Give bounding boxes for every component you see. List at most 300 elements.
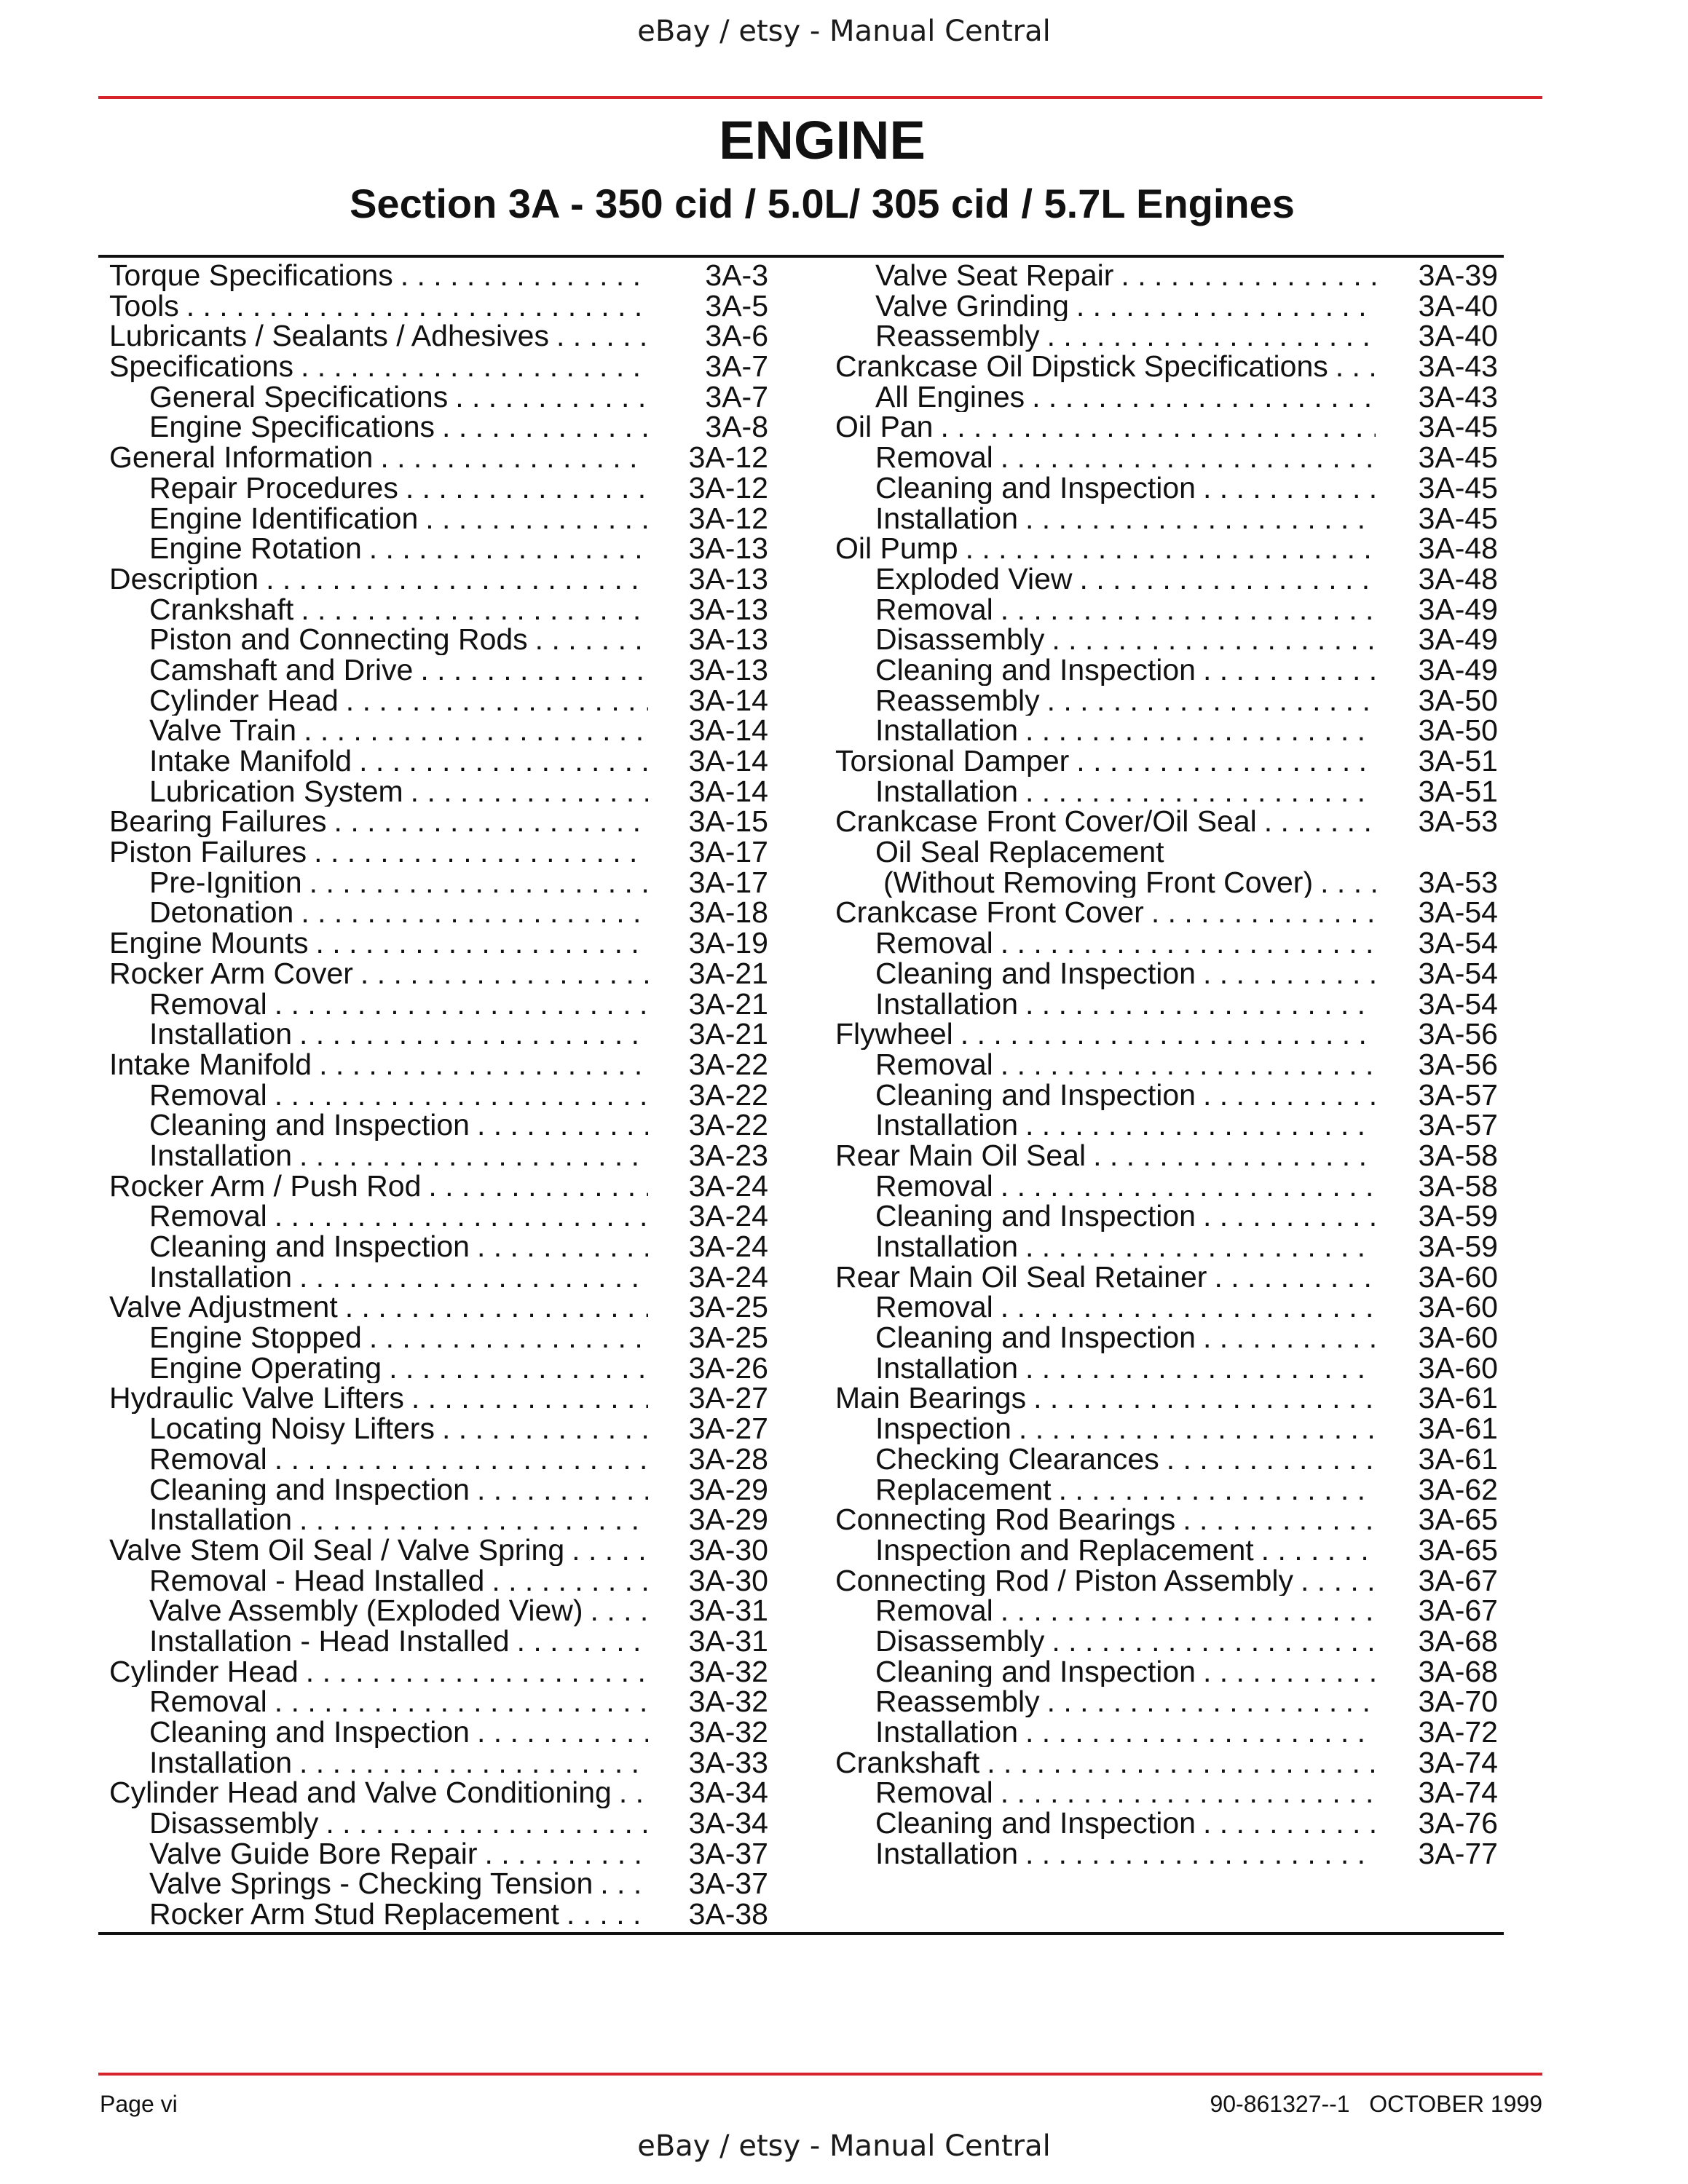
toc-entry [109, 1778, 768, 1808]
toc-entry [835, 1472, 1498, 1506]
toc-entry-page: 3A-74 [1418, 1745, 1498, 1779]
toc-entry [109, 746, 768, 777]
toc-entry-title: (Without Removing Front Cover) [883, 868, 1320, 898]
toc-entry [835, 592, 1498, 626]
toc-entry-title: Cleaning and Inspection [875, 1080, 1203, 1111]
toc-entry [109, 288, 768, 323]
toc-entry-page: 3A-31 [688, 1594, 768, 1628]
toc-entry [835, 1350, 1498, 1385]
toc-entry-title: Engine Mounts [109, 928, 316, 959]
toc-bottom-rule [98, 1932, 1504, 1935]
toc-entry-page: 3A-49 [1418, 652, 1498, 687]
toc-entry-page: 3A-24 [688, 1199, 768, 1233]
toc-entry-title: Installation [875, 1110, 1025, 1141]
toc-entry-page: 3A-48 [1418, 561, 1498, 596]
toc-entry-title: Crankcase Front Cover [835, 898, 1151, 928]
toc-entry [835, 804, 1498, 839]
toc-entry-page: 3A-12 [688, 440, 768, 475]
toc-entry-page: 3A-62 [1418, 1472, 1498, 1506]
toc-entry [109, 1110, 768, 1141]
toc-entry-page: 3A-5 [705, 288, 768, 323]
toc-entry-title: Removal - Head Installed [149, 1566, 492, 1597]
toc-entry-title: Specifications [109, 352, 301, 382]
toc-entry [835, 652, 1498, 687]
toc-entry-page: 3A-45 [1418, 410, 1498, 444]
toc-entry [835, 865, 1498, 899]
toc-entry-page: 3A-67 [1418, 1594, 1498, 1628]
toc-entry-title: Cleaning and Inspection [149, 1475, 477, 1506]
toc-entry-page: 3A-37 [688, 1867, 768, 1901]
toc-entry [109, 1232, 768, 1262]
toc-entry-page: 3A-34 [688, 1776, 768, 1810]
toc-entry [109, 501, 768, 535]
toc-entry-title: Removal [149, 1201, 275, 1232]
toc-entry-title: Installation [149, 1748, 299, 1779]
toc-entry-page: 3A-13 [688, 652, 768, 687]
toc-entry-page: 3A-56 [1418, 1017, 1498, 1051]
toc-entry-title: Installation [875, 1232, 1025, 1262]
toc-entry [835, 531, 1498, 566]
toc-entry-page: 3A-8 [705, 410, 768, 444]
toc-entry [835, 1019, 1498, 1050]
toc-entry-title: Valve Grinding [875, 291, 1076, 322]
toc-entry [835, 1232, 1498, 1262]
toc-entry-title: Removal [149, 1080, 275, 1111]
toc-entry-title: Valve Seat Repair [875, 261, 1121, 291]
toc-entry-title: Piston Failures [109, 837, 314, 868]
page-title: ENGINE [719, 110, 926, 170]
toc-entry [835, 412, 1498, 443]
toc-entry-title: Hydraulic Valve Lifters [109, 1383, 411, 1414]
toc-entry [109, 713, 768, 748]
toc-entry-page: 3A-7 [705, 349, 768, 384]
toc-entry-title: Removal [875, 443, 1001, 473]
toc-entry [109, 1383, 768, 1414]
page-number: Page vi [100, 2091, 178, 2117]
toc-entry-page: 3A-31 [688, 1623, 768, 1658]
toc-entry-title: Reassembly [875, 1687, 1047, 1717]
toc-entry-page: 3A-45 [1418, 440, 1498, 475]
toc-entry [835, 837, 1498, 868]
toc-entry-page: 3A-30 [688, 1563, 768, 1597]
toc-entry [835, 1717, 1498, 1748]
toc-entry-page: 3A-32 [688, 1654, 768, 1688]
toc-entry [109, 895, 768, 930]
toc-entry [835, 1292, 1498, 1323]
toc-entry-title: Valve Springs - Checking Tension [149, 1869, 600, 1899]
toc-entry-page: 3A-54 [1418, 895, 1498, 930]
toc-entry [835, 349, 1498, 384]
toc-entry-title: Lubricants / Sealants / Adhesives [109, 321, 556, 352]
toc-entry-page: 3A-37 [688, 1836, 768, 1870]
toc-entry-page: 3A-13 [688, 592, 768, 626]
toc-entry-page: 3A-74 [1418, 1776, 1498, 1810]
toc-entry-title: Installation [875, 1717, 1025, 1748]
toc-entry [835, 1808, 1498, 1839]
toc-entry-page: 3A-27 [688, 1381, 768, 1415]
toc-entry-page: 3A-72 [1418, 1715, 1498, 1749]
toc-entry-page: 3A-51 [1418, 774, 1498, 808]
toc-entry-page: 3A-24 [688, 1168, 768, 1203]
toc-entry [109, 321, 768, 352]
toc-entry [109, 1441, 768, 1476]
toc-entry-title: Removal [149, 1444, 275, 1475]
toc-entry [109, 531, 768, 566]
toc-entry-page: 3A-51 [1418, 744, 1498, 778]
toc-entry-title: Reassembly [875, 321, 1047, 352]
toc-entry [109, 1047, 768, 1081]
toc-entry [835, 1654, 1498, 1688]
toc-entry [109, 470, 768, 505]
toc-entry [109, 258, 768, 292]
toc-entry-title: Piston and Connecting Rods [149, 625, 535, 655]
toc-entry [835, 1077, 1498, 1112]
toc-entry [109, 1350, 768, 1385]
toc-entry-page: 3A-60 [1418, 1259, 1498, 1294]
toc-entry-page: 3A-6 [705, 319, 768, 353]
toc-entry-title: Installation [149, 1262, 299, 1293]
toc-entry-page: 3A-45 [1418, 470, 1498, 505]
toc-entry-title: Valve Adjustment [109, 1292, 345, 1323]
toc-entry-page: 3A-29 [688, 1503, 768, 1537]
toc-entry-page: 3A-39 [1418, 258, 1498, 292]
toc-entry [835, 774, 1498, 808]
toc-entry-title: Removal [875, 1292, 1001, 1323]
toc-entry-page: 3A-38 [688, 1897, 768, 1931]
toc-entry-title: Removal [149, 989, 275, 1020]
toc-entry [835, 1532, 1498, 1567]
toc-entry-title: Tools [109, 291, 186, 322]
toc-entry-page: 3A-40 [1418, 288, 1498, 323]
toc-entry-title: Cleaning and Inspection [875, 1201, 1203, 1232]
header-rule [98, 96, 1542, 99]
toc-entry-page: 3A-27 [688, 1412, 768, 1446]
toc-entry-page: 3A-32 [688, 1685, 768, 1719]
toc-entry-page: 3A-54 [1418, 986, 1498, 1021]
toc-entry-title: Torsional Damper [835, 746, 1076, 777]
toc-entry-title: Exploded View [875, 564, 1079, 595]
toc-entry [109, 1623, 768, 1658]
toc-entry-title: Cylinder Head [109, 1657, 306, 1688]
toc-entry-title: Main Bearings [835, 1383, 1033, 1414]
toc-entry-title: Installation [875, 989, 1025, 1020]
toc-entry-page: 3A-61 [1418, 1381, 1498, 1415]
toc-entry-title: Connecting Rod / Piston Assembly [835, 1566, 1301, 1597]
toc-entry-page: 3A-49 [1418, 592, 1498, 626]
toc-entry-page: 3A-34 [688, 1806, 768, 1840]
toc-entry-page: 3A-17 [688, 835, 768, 869]
toc-entry [835, 1383, 1498, 1414]
toc-entry [835, 470, 1498, 505]
toc-entry-title: Removal [149, 1687, 275, 1717]
toc-entry-page: 3A-50 [1418, 713, 1498, 748]
toc-entry-page: 3A-61 [1418, 1412, 1498, 1446]
toc-entry [835, 1168, 1498, 1203]
toc-entry-title: Engine Identification [149, 504, 425, 534]
toc-entry-title: Removal [875, 1050, 1001, 1080]
toc-entry-title: Cylinder Head and Valve Conditioning [109, 1778, 619, 1808]
toc-entry-page: 3A-60 [1418, 1321, 1498, 1355]
toc-entry-page: 3A-57 [1418, 1077, 1498, 1112]
toc-entry-title: Cleaning and Inspection [875, 655, 1203, 686]
toc-entry-title: Installation [875, 504, 1025, 534]
toc-entry-title: Installation [875, 1839, 1025, 1870]
toc-entry-title: Valve Train [149, 716, 304, 746]
toc-entry-title: Rear Main Oil Seal [835, 1141, 1093, 1171]
toc-entry-title: Disassembly [875, 1626, 1052, 1657]
toc-entry-title: Cleaning and Inspection [875, 473, 1203, 504]
toc-entry-page: 3A-50 [1418, 683, 1498, 717]
toc-entry-title: Crankcase Front Cover/Oil Seal [835, 807, 1264, 837]
toc-entry [109, 986, 768, 1021]
toc-entry [835, 928, 1498, 959]
toc-entry-title: Cylinder Head [149, 686, 346, 716]
toc-entry-page: 3A-18 [688, 895, 768, 930]
toc-entry-title: Description [109, 564, 266, 595]
toc-entry [109, 622, 768, 657]
toc-entry [835, 1259, 1498, 1294]
toc-entry-page: 3A-25 [688, 1321, 768, 1355]
toc-entry [835, 1323, 1498, 1353]
toc-right-column [835, 258, 1498, 1870]
toc-entry-page: 3A-19 [688, 926, 768, 960]
toc-entry-page: 3A-13 [688, 622, 768, 657]
toc-entry-title: Rocker Arm Cover [109, 959, 360, 989]
toc-entry-page: 3A-22 [688, 1047, 768, 1081]
toc-entry [109, 956, 768, 990]
toc-entry [835, 501, 1498, 535]
toc-entry-page: 3A-53 [1418, 804, 1498, 839]
toc-entry-title: Installation - Head Installed [149, 1626, 517, 1657]
toc-entry-page: 3A-15 [688, 804, 768, 839]
toc-entry-page: 3A-12 [688, 470, 768, 505]
toc-entry [835, 1778, 1498, 1808]
toc-entry-page: 3A-33 [688, 1745, 768, 1779]
toc-entry-title: Cleaning and Inspection [875, 959, 1203, 989]
toc-entry [109, 1687, 768, 1717]
toc-entry-page: 3A-65 [1418, 1503, 1498, 1537]
toc-entry-title: All Engines [875, 382, 1032, 413]
toc-entry [835, 1047, 1498, 1081]
toc-entry [109, 774, 768, 808]
toc-entry-title: Crankcase Oil Dipstick Specifications [835, 352, 1336, 382]
toc-entry-page: 3A-7 [705, 379, 768, 414]
footer-rule [98, 2073, 1542, 2076]
toc-entry-title: Removal [875, 1171, 1001, 1202]
toc-entry [835, 956, 1498, 990]
toc-entry-page: 3A-77 [1418, 1836, 1498, 1870]
toc-entry [835, 1596, 1498, 1626]
toc-entry [109, 652, 768, 687]
toc-entry-page: 3A-21 [688, 986, 768, 1021]
watermark-bottom: eBay / etsy - Manual Central [637, 2129, 1051, 2163]
toc-entry [835, 440, 1498, 475]
toc-entry-title: Installation [149, 1019, 299, 1050]
toc-entry [835, 1687, 1498, 1717]
toc-entry [109, 1654, 768, 1688]
toc-entry [835, 746, 1498, 777]
toc-entry-page: 3A-14 [688, 683, 768, 717]
toc-entry-title: Installation [875, 716, 1025, 746]
toc-entry [109, 561, 768, 596]
toc-entry-title: Removal [875, 928, 1001, 959]
toc-entry-title: General Information [109, 443, 380, 473]
toc-entry-title: General Specifications [149, 382, 455, 413]
toc-entry-title: Disassembly [149, 1808, 326, 1839]
toc-entry-page: 3A-57 [1418, 1108, 1498, 1142]
toc-entry [109, 1414, 768, 1444]
toc-entry [835, 321, 1498, 352]
section-subtitle: Section 3A - 350 cid / 5.0L/ 305 cid / 5.7L Engines [350, 181, 1295, 226]
toc-entry-page: 3A-13 [688, 531, 768, 566]
toc-entry-title: Replacement [875, 1475, 1059, 1506]
toc-entry [835, 895, 1498, 930]
toc-entry-page: 3A-48 [1418, 531, 1498, 566]
toc-entry-page: 3A-30 [688, 1532, 768, 1567]
toc-entry-title: Flywheel [835, 1019, 961, 1050]
toc-entry [109, 1138, 768, 1172]
toc-entry [109, 1323, 768, 1353]
toc-entry [109, 592, 768, 626]
watermark-top: eBay / etsy - Manual Central [637, 15, 1051, 48]
toc-entry [109, 928, 768, 959]
toc-entry-title: Oil Pan [835, 412, 940, 443]
toc-entry-page: 3A-43 [1418, 349, 1498, 384]
toc-entry-title: Connecting Rod Bearings [835, 1505, 1183, 1535]
toc-entry-title: Inspection [875, 1414, 1019, 1444]
toc-entry [835, 258, 1498, 292]
toc-entry-title: Installation [875, 777, 1025, 807]
toc-entry-page: 3A-61 [1418, 1441, 1498, 1476]
toc-entry-title: Oil Seal Replacement [875, 837, 1172, 868]
toc-entry-title: Cleaning and Inspection [149, 1717, 477, 1748]
toc-entry [835, 1505, 1498, 1535]
toc-entry-page: 3A-40 [1418, 319, 1498, 353]
toc-entry-title: Cleaning and Inspection [875, 1657, 1203, 1688]
toc-entry [109, 1201, 768, 1232]
document-id-date: 90-861327--1 OCTOBER 1999 [1210, 2091, 1542, 2117]
toc-entry-title: Engine Rotation [149, 534, 369, 564]
toc-entry-title: Locating Noisy Lifters [149, 1414, 442, 1444]
toc-entry [835, 1201, 1498, 1232]
toc-entry-page: 3A-67 [1418, 1563, 1498, 1597]
toc-entry-page: 3A-24 [688, 1259, 768, 1294]
toc-entry-page: 3A-21 [688, 1017, 768, 1051]
toc-entry-page: 3A-58 [1418, 1168, 1498, 1203]
toc-entry-title: Removal [875, 1596, 1001, 1626]
toc-entry [835, 1836, 1498, 1870]
toc-entry-page: 3A-28 [688, 1441, 768, 1476]
toc-entry [109, 1168, 768, 1203]
toc-entry-page: 3A-14 [688, 744, 768, 778]
toc-entry [109, 1292, 768, 1323]
toc-entry-title: Rocker Arm / Push Rod [109, 1171, 428, 1202]
toc-entry [835, 1110, 1498, 1141]
toc-entry [109, 1745, 768, 1779]
toc-entry-title: Valve Stem Oil Seal / Valve Spring [109, 1535, 572, 1566]
toc-entry-page: 3A-43 [1418, 379, 1498, 414]
toc-entry-title: Removal [875, 1778, 1001, 1808]
toc-entry [835, 1138, 1498, 1172]
toc-entry [835, 713, 1498, 748]
toc-entry-title: Cleaning and Inspection [149, 1232, 477, 1262]
toc-entry [109, 1532, 768, 1567]
toc-entry-title: Engine Operating [149, 1353, 389, 1384]
toc-entry-title: Pre-Ignition [149, 868, 309, 898]
toc-entry [109, 837, 768, 868]
toc-entry [835, 622, 1498, 657]
toc-entry [835, 1414, 1498, 1444]
toc-entry [109, 865, 768, 899]
toc-entry-page: 3A-54 [1418, 956, 1498, 990]
toc-entry [109, 1472, 768, 1506]
toc-entry-title: Intake Manifold [149, 746, 359, 777]
toc-entry [835, 986, 1498, 1021]
toc-entry [109, 1899, 768, 1930]
toc-entry-page: 3A-70 [1418, 1685, 1498, 1719]
toc-entry-page: 3A-56 [1418, 1047, 1498, 1081]
toc-entry-page: 3A-49 [1418, 622, 1498, 657]
toc-entry-page: 3A-76 [1418, 1806, 1498, 1840]
toc-entry-title: Intake Manifold [109, 1050, 319, 1080]
toc-entry-title: Rear Main Oil Seal Retainer [835, 1262, 1214, 1293]
toc-entry-page: 3A-17 [688, 865, 768, 899]
toc-entry-title: Removal [875, 595, 1001, 625]
toc-entry-title: Rocker Arm Stud Replacement [149, 1899, 567, 1930]
toc-entry-title: Crankshaft [835, 1748, 987, 1779]
toc-entry-page: 3A-24 [688, 1230, 768, 1263]
toc-entry-title: Camshaft and Drive [149, 655, 420, 686]
toc-entry-page: 3A-3 [705, 258, 768, 292]
toc-entry-page: 3A-68 [1418, 1654, 1498, 1688]
toc-entry-page: 3A-12 [688, 501, 768, 535]
toc-entry-title: Lubrication System [149, 777, 411, 807]
toc-entry [835, 683, 1498, 717]
toc-entry-page: 3A-59 [1418, 1230, 1498, 1263]
toc-entry [109, 1019, 768, 1050]
toc-entry-title: Disassembly [875, 625, 1052, 655]
toc-entry-title: Valve Assembly (Exploded View) [149, 1596, 591, 1626]
toc-entry-title: Detonation [149, 898, 301, 928]
toc-entry [835, 1623, 1498, 1658]
toc-entry-title: Installation [149, 1141, 299, 1171]
toc-entry-page: 3A-45 [1418, 501, 1498, 535]
toc-entry-page: 3A-25 [688, 1290, 768, 1324]
toc-entry-title: Reassembly [875, 686, 1047, 716]
toc-entry-title: Checking Clearances [875, 1444, 1167, 1475]
toc-entry [109, 1717, 768, 1748]
toc-entry-title: Bearing Failures [109, 807, 334, 837]
toc-entry-page: 3A-32 [688, 1715, 768, 1749]
toc-entry-page: 3A-68 [1418, 1623, 1498, 1658]
toc-entry [109, 1836, 768, 1870]
toc-entry-page: 3A-29 [688, 1472, 768, 1506]
toc-entry-page: 3A-22 [688, 1108, 768, 1142]
toc-entry-title: Cleaning and Inspection [875, 1323, 1203, 1353]
toc-entry-title: Oil Pump [835, 534, 966, 564]
toc-entry-title: Crankshaft [149, 595, 301, 625]
toc-entry-page: 3A-13 [688, 561, 768, 596]
toc-entry [109, 804, 768, 839]
toc-entry [109, 1869, 768, 1899]
toc-entry [835, 1563, 1498, 1597]
toc-entry [835, 561, 1498, 596]
toc-entry [109, 683, 768, 717]
toc-entry [109, 1596, 768, 1626]
toc-entry-page: 3A-14 [688, 774, 768, 808]
toc-entry-page: 3A-60 [1418, 1290, 1498, 1324]
toc-entry-title: Cleaning and Inspection [149, 1110, 477, 1141]
